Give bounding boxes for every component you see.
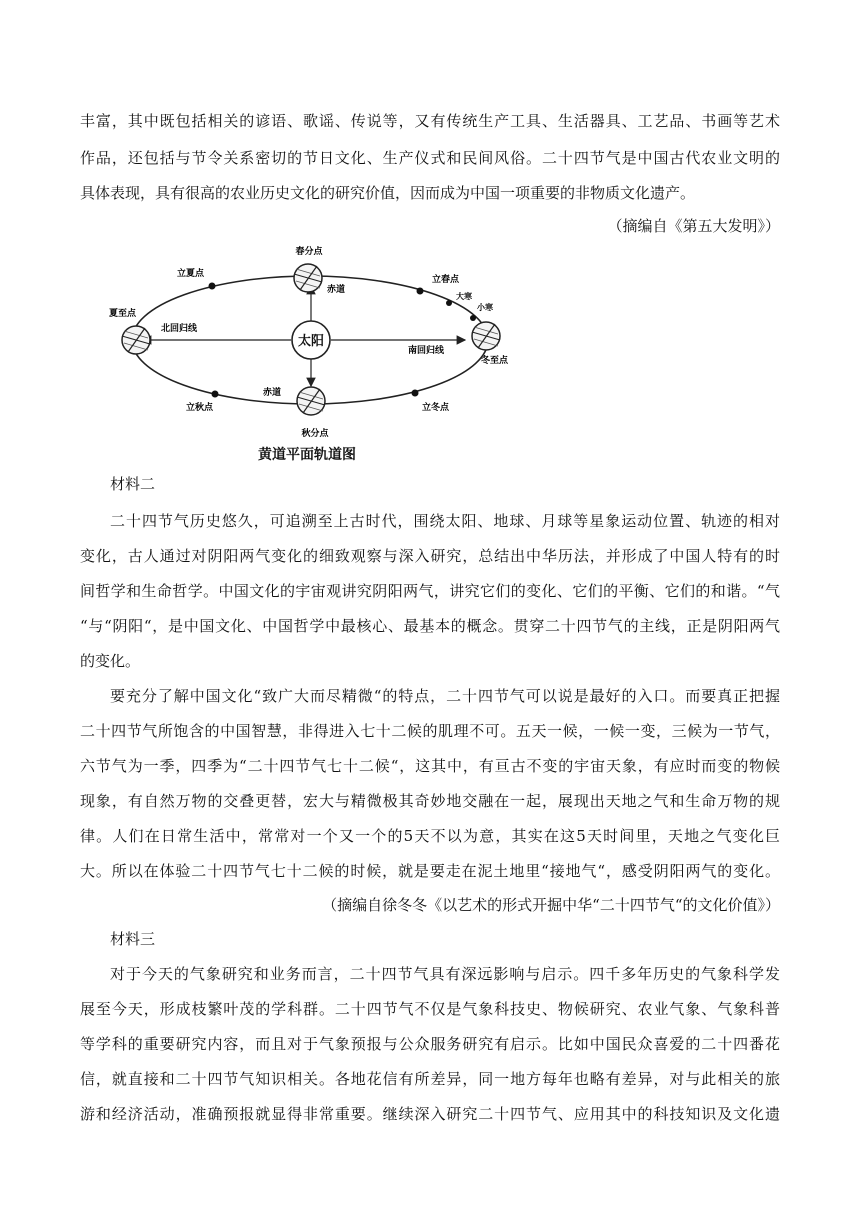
- material2-p2-line-1: 要充分了解中国文化“致广大而尽精微“的特点，二十四节气可以说是最好的入口。而要真正把握: [110, 687, 780, 705]
- label-equator-top: 赤道: [327, 285, 346, 295]
- material3-p1-line-3: 等学科的重要研究内容，而且对于气象预报与公众服务研究有启示。比如中国民众喜爱的二十四番花: [80, 1035, 780, 1053]
- point-start-winter: [412, 390, 419, 397]
- label-start-summer: 立夏点: [177, 269, 205, 279]
- point-start-summer: [209, 283, 216, 290]
- material3-p1-line-4: 信，就直接和二十四节气知识相关。各地花信有所差异，同一地方每年也略有差异，对与此相关的旅: [80, 1070, 780, 1088]
- ecliptic-orbit-diagram: [95, 236, 535, 466]
- earth-winter-icon: [472, 322, 500, 350]
- label-minor-cold: 小寒: [477, 303, 493, 312]
- material3-p1-line-2: 展至今天，形成枝繁叶茂的学科群。二十四节气不仅是气象科技史、物候研究、农业气象、气象科普: [80, 1000, 780, 1018]
- diagram-caption: 黄道平面轨道图: [258, 447, 356, 463]
- label-great-cold: 大寒: [456, 292, 472, 301]
- sun-label: 太阳: [297, 334, 325, 349]
- material2-heading: 材料二: [110, 475, 156, 493]
- material3-p1-line-1: 对于今天的气象研究和业务而言，二十四节气具有深远影响与启示。四千多年历史的气象科学发: [110, 965, 780, 983]
- label-autumn-equinox: 秋分点: [301, 429, 329, 439]
- label-winter-solstice: 冬至点: [481, 356, 509, 366]
- material2-p2-line-6: 大。所以在体验二十四节气七十二候的时候，就是要走在泥土地里“接地气“，感受阴阳两气的变化。: [80, 862, 780, 880]
- material3-p1-line-5: 游和经济活动，准确预报就显得非常重要。继续深入研究二十四节气、应用其中的科技知识及文化遗: [80, 1105, 780, 1123]
- earth-spring-icon: [294, 264, 322, 292]
- point-start-spring: [417, 288, 424, 295]
- point-great-cold: [446, 300, 452, 306]
- material2-p2-line-2: 二十四节气所饱含的中国智慧，非得进入七十二候的肌理不可。五天一候，一候一变，三候为一节气，: [80, 722, 780, 740]
- label-start-winter: 立冬点: [422, 403, 450, 413]
- material2-p1-line-1: 二十四节气历史悠久，可追溯至上古时代，围绕太阳、地球、月球等星象运动位置、轨迹的相对: [110, 512, 780, 530]
- point-start-autumn: [212, 391, 219, 398]
- label-start-autumn: 立秋点: [186, 403, 214, 413]
- intro-line-3: 具体表现，具有很高的农业历史文化的研究价值，因而成为中国一项重要的非物质文化遗产。: [80, 184, 696, 202]
- material2-p2-line-4: 现象，有自然万物的交叠更替，宏大与精微极其奇妙地交融在一起，展现出天地之气和生命万物的规: [80, 792, 780, 810]
- label-tropic-north: 北回归线: [161, 324, 198, 334]
- label-equator-bottom: 赤道: [263, 388, 282, 398]
- earth-autumn-icon: [297, 387, 325, 415]
- label-summer-solstice: 夏至点: [109, 309, 137, 319]
- intro-source: （摘编自《第五大发明》）: [607, 217, 780, 235]
- orbit-svg: [95, 236, 535, 466]
- intro-line-2: 作品，还包括与节令关系密切的节日文化、生产仪式和民间风俗。二十四节气是中国古代农业文明的: [80, 149, 780, 167]
- label-start-spring: 立春点: [432, 275, 460, 285]
- material2-p1-line-2: 变化，古人通过对阴阳两气变化的细致观察与深入研究，总结出中华历法，并形成了中国人特有的时: [80, 547, 780, 565]
- material2-p1-line-3: 间哲学和生命哲学。中国文化的宇宙观讲究阴阳两气，讲究它们的变化、它们的平衡、它们的和谐。“气: [80, 582, 780, 600]
- material2-source: （摘编自徐冬冬《以艺术的形式开掘中华“二十四节气“的文化价值》）: [322, 896, 780, 914]
- material2-p2-line-3: 六节气为一季，四季为“二十四节气七十二候“，这其中，有亘古不变的宇宙天象，有应时而变的物候: [80, 757, 780, 775]
- material2-p1-line-5: 的变化。: [80, 652, 141, 670]
- intro-line-1: 丰富，其中既包括相关的谚语、歌谣、传说等，又有传统生产工具、生活器具、工艺品、书画等艺术: [80, 112, 780, 130]
- point-minor-cold: [470, 315, 476, 321]
- material2-p1-line-4: “与“阴阳“，是中国文化、中国哲学中最核心、最基本的概念。贯穿二十四节气的主线，正是阴阳两气: [80, 617, 780, 635]
- material3-heading: 材料三: [110, 930, 156, 948]
- earth-summer-icon: [122, 326, 150, 354]
- label-spring-equinox: 春分点: [295, 247, 323, 257]
- material2-p2-line-5: 律。人们在日常生活中，常常对一个又一个的5天不以为意，其实在这5天时间里，天地之气变化巨: [80, 827, 780, 845]
- label-tropic-south: 南回归线: [408, 346, 445, 356]
